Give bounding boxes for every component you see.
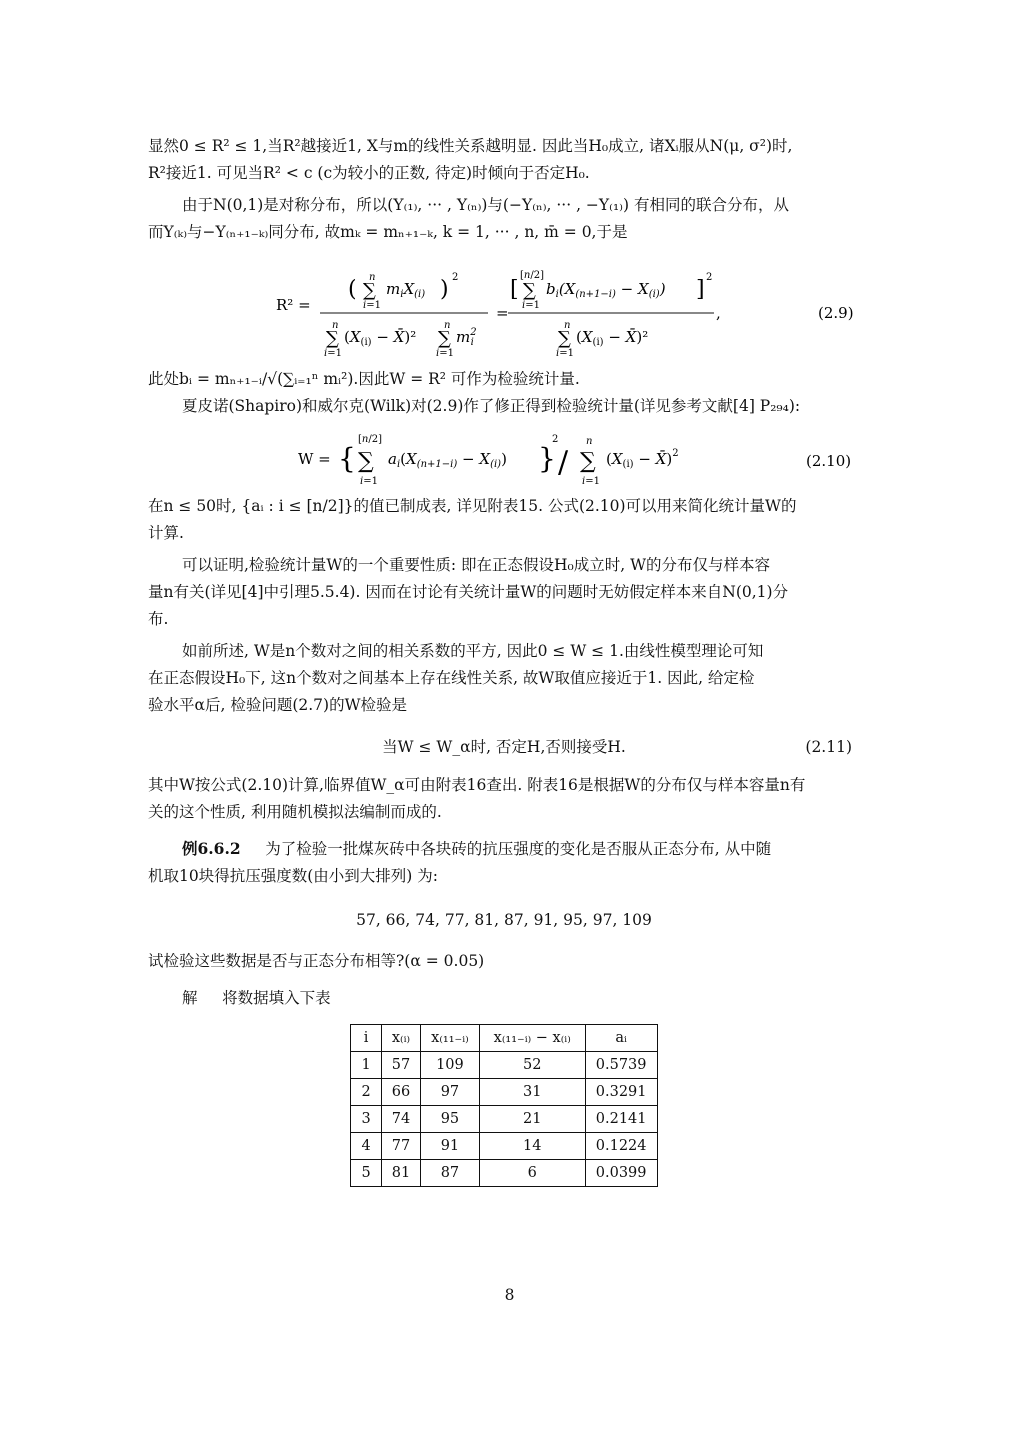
solution-text: 将数据填入下表 bbox=[222, 989, 331, 1007]
table-cell: 21 bbox=[479, 1106, 585, 1133]
paragraph-8 bbox=[148, 772, 860, 826]
header-i: i bbox=[351, 1025, 381, 1052]
svg-text:(X(i) − X̄)2: ($X_{(i)}$ − X̄)$^2$ bbox=[606, 448, 679, 470]
svg-text:(: ( bbox=[348, 277, 357, 302]
svg-text:∑: ∑ bbox=[438, 328, 451, 349]
table-cell: 0.0399 bbox=[585, 1160, 657, 1187]
svg-text:∑: ∑ bbox=[363, 280, 376, 301]
header-a-i: aᵢ bbox=[585, 1025, 657, 1052]
eq-2-9-lhs: R² = bbox=[276, 296, 311, 314]
svg-text:m2i: $m^2$ i bbox=[456, 327, 477, 348]
header-x-11-i: x₍₁₁₋ᵢ₎ bbox=[421, 1025, 480, 1052]
paragraph-4 bbox=[148, 393, 860, 420]
solution-paragraph bbox=[148, 985, 860, 1012]
table-cell: 0.2141 bbox=[585, 1106, 657, 1133]
p2-line2: 而Y₍ₖ₎与−Y₍ₙ₊₁₋ₖ₎同分布, 故mₖ = mₙ₊₁₋ₖ, k = 1, ··· , n, m̄ = 0,于是 bbox=[148, 223, 628, 241]
table-cell: 6 bbox=[479, 1160, 585, 1187]
svg-text:2: 2 bbox=[706, 272, 713, 283]
p7-line2: 在正态假设H₀下, 这n个数对之间基本上存在线性关系, 故W取值应接近于1. 因此, 给定检 bbox=[148, 669, 755, 687]
equation-2-9 bbox=[148, 256, 860, 356]
example-line1: 为了检验一批煤灰砖中各块砖的抗压强度的变化是否服从正态分布, 从中随 bbox=[265, 840, 772, 858]
equation-2-9-formula bbox=[148, 256, 860, 356]
table-cell: 5 bbox=[351, 1160, 381, 1187]
question-paragraph bbox=[148, 948, 860, 975]
p8-line1: 其中W按公式(2.10)计算,临界值W_α可由附表16查出. 附表16是根据W的分布仅与样本容量n有 bbox=[148, 776, 806, 794]
table-cell: 0.3291 bbox=[585, 1079, 657, 1106]
table-cell: 77 bbox=[381, 1133, 420, 1160]
table-cell: 97 bbox=[421, 1079, 480, 1106]
eq-2-11-text: 当W ≤ W_α时, 否定H,否则接受H. bbox=[382, 738, 626, 756]
equation-2-11 bbox=[148, 727, 860, 767]
table-cell: 1 bbox=[351, 1052, 381, 1079]
table-cell: 3 bbox=[351, 1106, 381, 1133]
svg-text:n: n bbox=[586, 436, 593, 447]
p1-line2: R²接近1. 可见当R² < c (c为较小的正数, 待定)时倾向于否定H₀. bbox=[148, 164, 590, 182]
svg-text:[: [ bbox=[510, 277, 519, 302]
data-table bbox=[350, 1024, 657, 1187]
table-cell: 91 bbox=[421, 1133, 480, 1160]
table-cell: 66 bbox=[381, 1079, 420, 1106]
table-row bbox=[351, 1160, 657, 1187]
p2-line1: 由于N(0,1)是对称分布，所以(Y₍₁₎, ··· , Y₍ₙ₎)与(−Y₍ₙ₎, ··· , −Y₍₁₎) 有相同的联合分布，从 bbox=[182, 196, 789, 214]
question-text: 试检验这些数据是否与正态分布相等?(α = 0.05) bbox=[148, 952, 485, 970]
svg-text:[n/2]: [n/2] bbox=[520, 270, 544, 281]
svg-text:bi(X(n+1−i) − X(i)): $b_i(X_{(n+1-i)} - X_{(i)})$ bbox=[546, 280, 666, 300]
header-x-i: x₍ᵢ₎ bbox=[381, 1025, 420, 1052]
svg-text:∑: ∑ bbox=[558, 328, 571, 349]
table-row bbox=[351, 1133, 657, 1160]
svg-text:ai(X(n+1−i) − X(i)): $a_i(X_{(n+1-i)} - X_{(i)})$ bbox=[388, 450, 507, 470]
page-number: 8 bbox=[504, 1286, 515, 1304]
p6-line1: 可以证明,检验统计量W的一个重要性质: 即在正态假设H₀成立时, W的分布仅与样本容 bbox=[182, 556, 771, 574]
page-content bbox=[148, 133, 860, 1187]
equation-2-10-formula bbox=[148, 424, 860, 488]
svg-text:n: n bbox=[369, 272, 376, 283]
p6-line2: 量n有关(详见[4]中引理5.5.4). 因而在讨论有关统计量W的问题时无妨假定样本来自N(0,1)分 bbox=[148, 583, 789, 601]
svg-text:i=1: i=1 bbox=[522, 300, 540, 311]
svg-text:n: n bbox=[332, 320, 339, 331]
paragraph-7 bbox=[148, 638, 860, 719]
svg-text:n: n bbox=[444, 320, 451, 331]
data-list bbox=[148, 900, 860, 940]
paragraph-5 bbox=[148, 493, 860, 547]
svg-text:]: ] bbox=[696, 277, 705, 302]
table-cell: 4 bbox=[351, 1133, 381, 1160]
eq-2-10-lhs: W = bbox=[298, 450, 331, 468]
example-label: 例6.6.2 bbox=[182, 839, 241, 858]
svg-text:∑: ∑ bbox=[358, 449, 374, 474]
header-diff: x₍₁₁₋ᵢ₎ − x₍ᵢ₎ bbox=[479, 1025, 585, 1052]
table-cell: 14 bbox=[479, 1133, 585, 1160]
svg-text:i=1: i=1 bbox=[556, 348, 574, 356]
table-header-row bbox=[351, 1025, 657, 1052]
p5-line1: 在n ≤ 50时, {aᵢ : i ≤ [n/2]}的值已制成表, 详见附表15. 公式(2.10)可以用来简化统计量W的 bbox=[148, 497, 797, 515]
svg-text:i=1: i=1 bbox=[324, 348, 342, 356]
svg-text:,: , bbox=[716, 304, 721, 322]
svg-text:i=1: i=1 bbox=[363, 300, 381, 311]
eq-2-10-number: (2.10) bbox=[806, 452, 852, 470]
table-row bbox=[351, 1079, 657, 1106]
table-cell: 52 bbox=[479, 1052, 585, 1079]
svg-text:∑: ∑ bbox=[326, 328, 339, 349]
p7-line3: 验水平α后, 检验问题(2.7)的W检验是 bbox=[148, 696, 407, 714]
p6-line3: 布. bbox=[148, 610, 169, 628]
eq-2-9-number: (2.9) bbox=[818, 304, 854, 322]
p5-line2: 计算. bbox=[148, 524, 184, 542]
solution-label: 解 bbox=[182, 989, 198, 1007]
svg-text:}: } bbox=[538, 442, 556, 475]
table-cell: 0.1224 bbox=[585, 1133, 657, 1160]
table-cell: 57 bbox=[381, 1052, 420, 1079]
svg-text:∑: ∑ bbox=[580, 449, 596, 474]
paragraph-2 bbox=[148, 192, 860, 246]
paragraph-3 bbox=[148, 366, 860, 393]
svg-text:i=1: i=1 bbox=[360, 476, 378, 487]
table-row bbox=[351, 1052, 657, 1079]
table-cell: 109 bbox=[421, 1052, 480, 1079]
svg-text:2: 2 bbox=[552, 434, 559, 445]
table-row bbox=[351, 1106, 657, 1133]
equation-2-10 bbox=[148, 424, 860, 488]
data-table-wrapper bbox=[148, 1024, 860, 1187]
svg-text:miX(i): $m_iX_{(i)}$ bbox=[386, 280, 426, 300]
table-cell: 0.5739 bbox=[585, 1052, 657, 1079]
svg-text:/: / bbox=[558, 445, 569, 480]
paragraph-6 bbox=[148, 552, 860, 633]
eq-2-11-number: (2.11) bbox=[805, 738, 852, 756]
svg-text:i=1: i=1 bbox=[582, 476, 600, 487]
svg-text:): ) bbox=[440, 277, 449, 302]
svg-text:=: = bbox=[496, 304, 509, 322]
table-cell: 87 bbox=[421, 1160, 480, 1187]
p3-text: 此处bᵢ = mₙ₊₁₋ᵢ/√(∑ᵢ₌₁ⁿ mᵢ²).因此W = R² 可作为检验统计量. bbox=[148, 370, 580, 388]
svg-text:{: { bbox=[338, 442, 356, 475]
paragraph-1 bbox=[148, 133, 860, 187]
svg-text:(X(i) − X̄)²: ($X_{(i)}$ − X̄)² bbox=[576, 328, 649, 348]
p7-line1: 如前所述, W是n个数对之间的相关系数的平方, 因此0 ≤ W ≤ 1.由线性模型理论可知 bbox=[182, 642, 764, 660]
example-line2: 机取10块得抗压强度数(由小到大排列) 为: bbox=[148, 867, 438, 885]
svg-text:i=1: i=1 bbox=[436, 348, 454, 356]
p1-line1: 显然0 ≤ R² ≤ 1,当R²越接近1, X与m的线性关系越明显. 因此当H₀成立, 诸Xᵢ服从N(μ, σ²)时, bbox=[148, 137, 793, 155]
svg-text:(X(i) − X̄)²: ($X_{(i)}$ − X̄)² bbox=[344, 328, 417, 348]
example-paragraph bbox=[148, 835, 860, 890]
svg-text:∑: ∑ bbox=[523, 280, 536, 301]
svg-text:2: 2 bbox=[452, 272, 459, 283]
p4-text: 夏皮诺(Shapiro)和威尔克(Wilk)对(2.9)作了修正得到检验统计量(详见参考文献[4] P₂₉₄): bbox=[182, 397, 801, 415]
table-cell: 81 bbox=[381, 1160, 420, 1187]
table-cell: 95 bbox=[421, 1106, 480, 1133]
p8-line2: 关的这个性质, 利用随机模拟法编制而成的. bbox=[148, 803, 442, 821]
svg-text:n: n bbox=[564, 320, 571, 331]
table-cell: 31 bbox=[479, 1079, 585, 1106]
table-cell: 74 bbox=[381, 1106, 420, 1133]
svg-text:[n/2]: [n/2] bbox=[358, 434, 382, 445]
table-cell: 2 bbox=[351, 1079, 381, 1106]
data-list-values: 57, 66, 74, 77, 81, 87, 91, 95, 97, 109 bbox=[356, 911, 652, 929]
